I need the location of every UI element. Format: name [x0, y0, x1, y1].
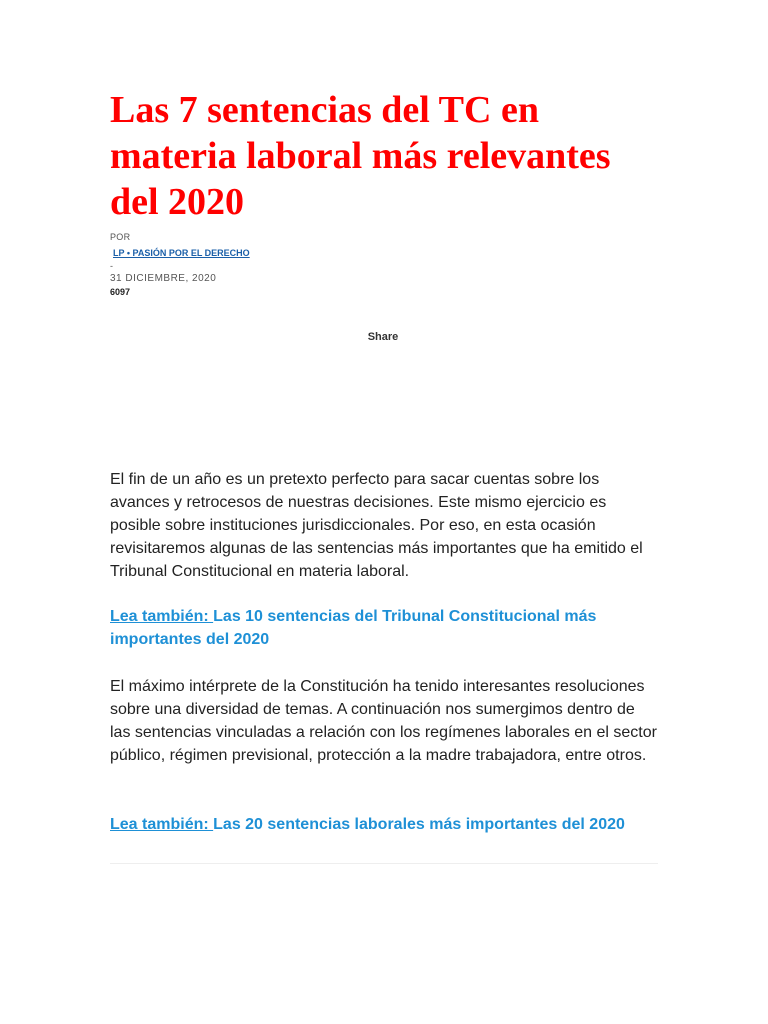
- author-link[interactable]: LP • PASIÓN POR EL DERECHO: [113, 248, 250, 258]
- related-link-1-lead[interactable]: Lea también:: [110, 608, 214, 625]
- second-paragraph: El máximo intérprete de la Constitución ha tenido interesantes resoluciones sobre una diversidad de temas. A continuación nos sumergimos dentro de las sentencias vinculadas a relación con los regímenes laborales en el sector público, régimen previsional, protección a la madre trabajadora, entre otros.: [110, 678, 657, 764]
- share-button[interactable]: Share: [367, 331, 399, 343]
- related-link-2-lead[interactable]: Lea también:: [110, 816, 214, 833]
- byline-por-label: POR: [110, 232, 131, 242]
- content-divider: [110, 863, 658, 864]
- related-link-1[interactable]: [110, 605, 658, 651]
- related-link-2[interactable]: [110, 813, 658, 836]
- article-title: Las 7 sentencias del TC en materia laboral más relevantes del 2020: [110, 89, 611, 223]
- related-link-1-text[interactable]: Las 10 sentencias del Tribunal Constitucional más importantes del 2020: [110, 608, 597, 648]
- view-count: 6097: [110, 287, 131, 297]
- related-link-2-text[interactable]: Las 20 sentencias laborales más importantes del 2020: [213, 816, 625, 833]
- intro-paragraph: El fin de un año es un pretexto perfecto para sacar cuentas sobre los avances y retrocesos de nuestras decisiones. Este mismo ejercicio es posible sobre instituciones jurisdiccionales. Por eso, en esta ocasión revisitaremos algunas de las sentencias más importantes que ha emitido el Tribunal Constitucional en materia laboral.: [110, 471, 643, 580]
- byline-separator: -: [110, 261, 113, 271]
- publish-date: 31 DICIEMBRE, 2020: [110, 273, 217, 284]
